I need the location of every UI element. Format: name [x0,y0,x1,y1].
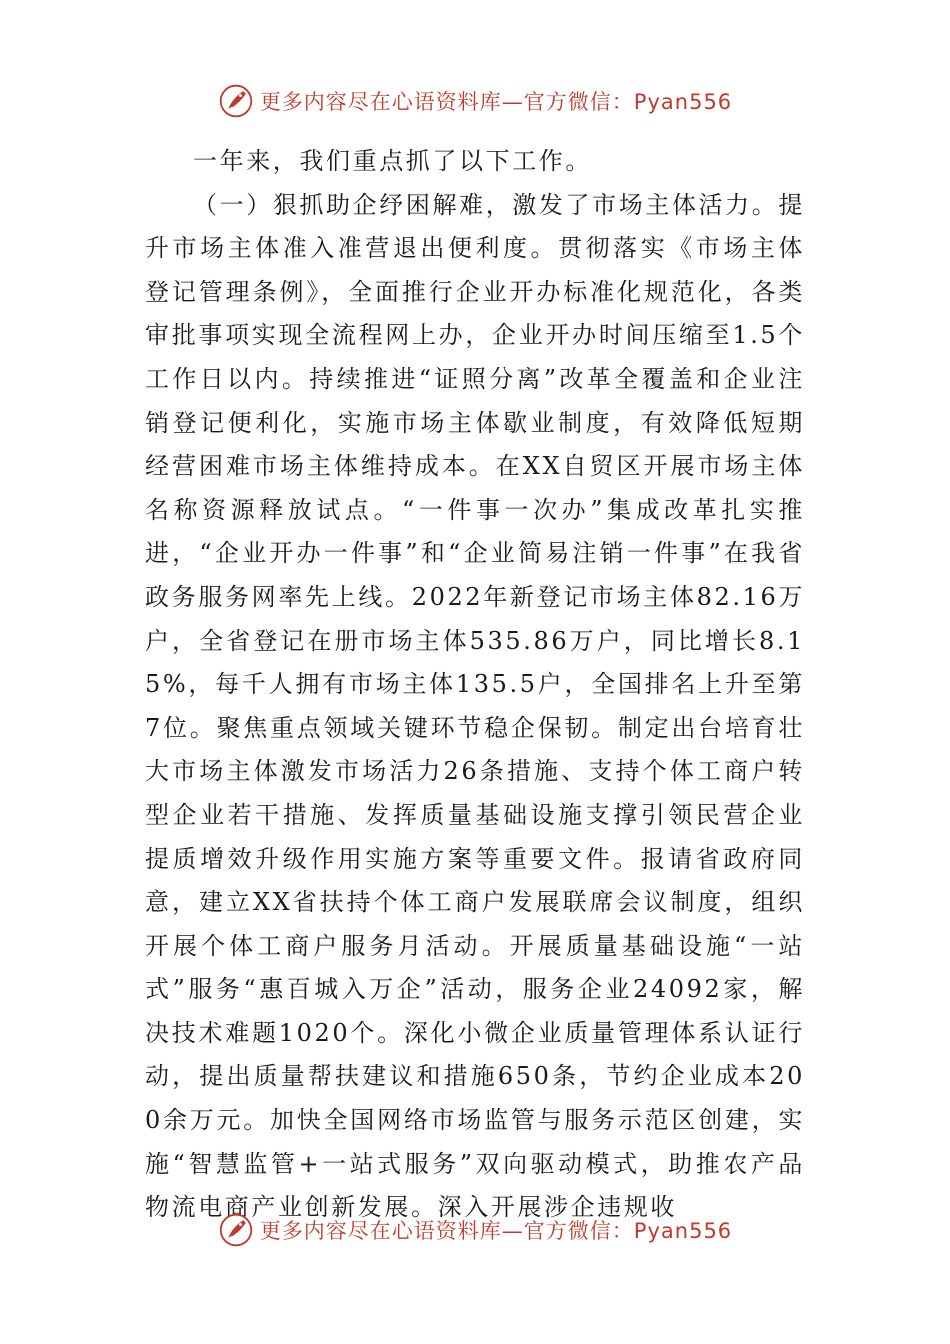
pen-nib-logo-icon [218,1212,254,1248]
paragraph-intro: 一年来，我们重点抓了以下工作。 [193,147,592,175]
document-body [145,140,805,1230]
pen-nib-logo-icon [218,83,254,119]
header-banner [0,78,950,124]
paragraph-section-1: （一）狠抓助企纾困解难，激发了市场主体活力。提升市场主体准入准营退出便利度。贯彻落实《市场主体登记管理条例》，全面推行企业开办标准化规范化，各类审批事项实现全流程网上办，企业开办时间压缩至1.5个工作日以内。持续推进“证照分离”改革全覆盖和企业注销登记便利化，实施市场主体歇业制度，有效降低短期经营困难市场主体维持成本。在XX自贸区开展市场主体名称资源释放试点。“一件事一次办”集成改革扎实推进，“企业开办一件事”和“企业简易注销一件事”在我省政务服务网率先上线。2022年新登记市场主体82.16万户，全省登记在册市场主体535.86万户，同比增长8.15%，每千人拥有市场主体135.5户，全国排名上升至第7位。聚焦重点领域关键环节稳企保韧。制定出台培育壮大市场主体激发市场活力26条措施、支持个体工商户转型企业若干措施、发挥质量基础设施支撑引领民营企业提质增效升级作用实施方案等重要文件。报请省政府同意，建立XX省扶持个体工商户发展联席会议制度，组织开展个体工商户服务月活动。开展质量基础设施“一站式”服务“惠百城入万企”活动，服务企业24092家，解决技术难题1020个。深化小微企业质量管理体系认证行动，提出质量帮扶建议和措施650条，节约企业成本200余万元。加快全国网络市场监管与服务示范区创建，实施“智慧监管+一站式服务”双向驱动模式，助推农产品物流电商产业创新发展。深入开展涉企违规收 [145,190,805,1222]
header-banner-text: 更多内容尽在心语资料库—官方微信：Pyan556 [259,90,733,114]
footer-banner [0,1207,950,1253]
footer-banner-text: 更多内容尽在心语资料库—官方微信：Pyan556 [259,1219,733,1243]
